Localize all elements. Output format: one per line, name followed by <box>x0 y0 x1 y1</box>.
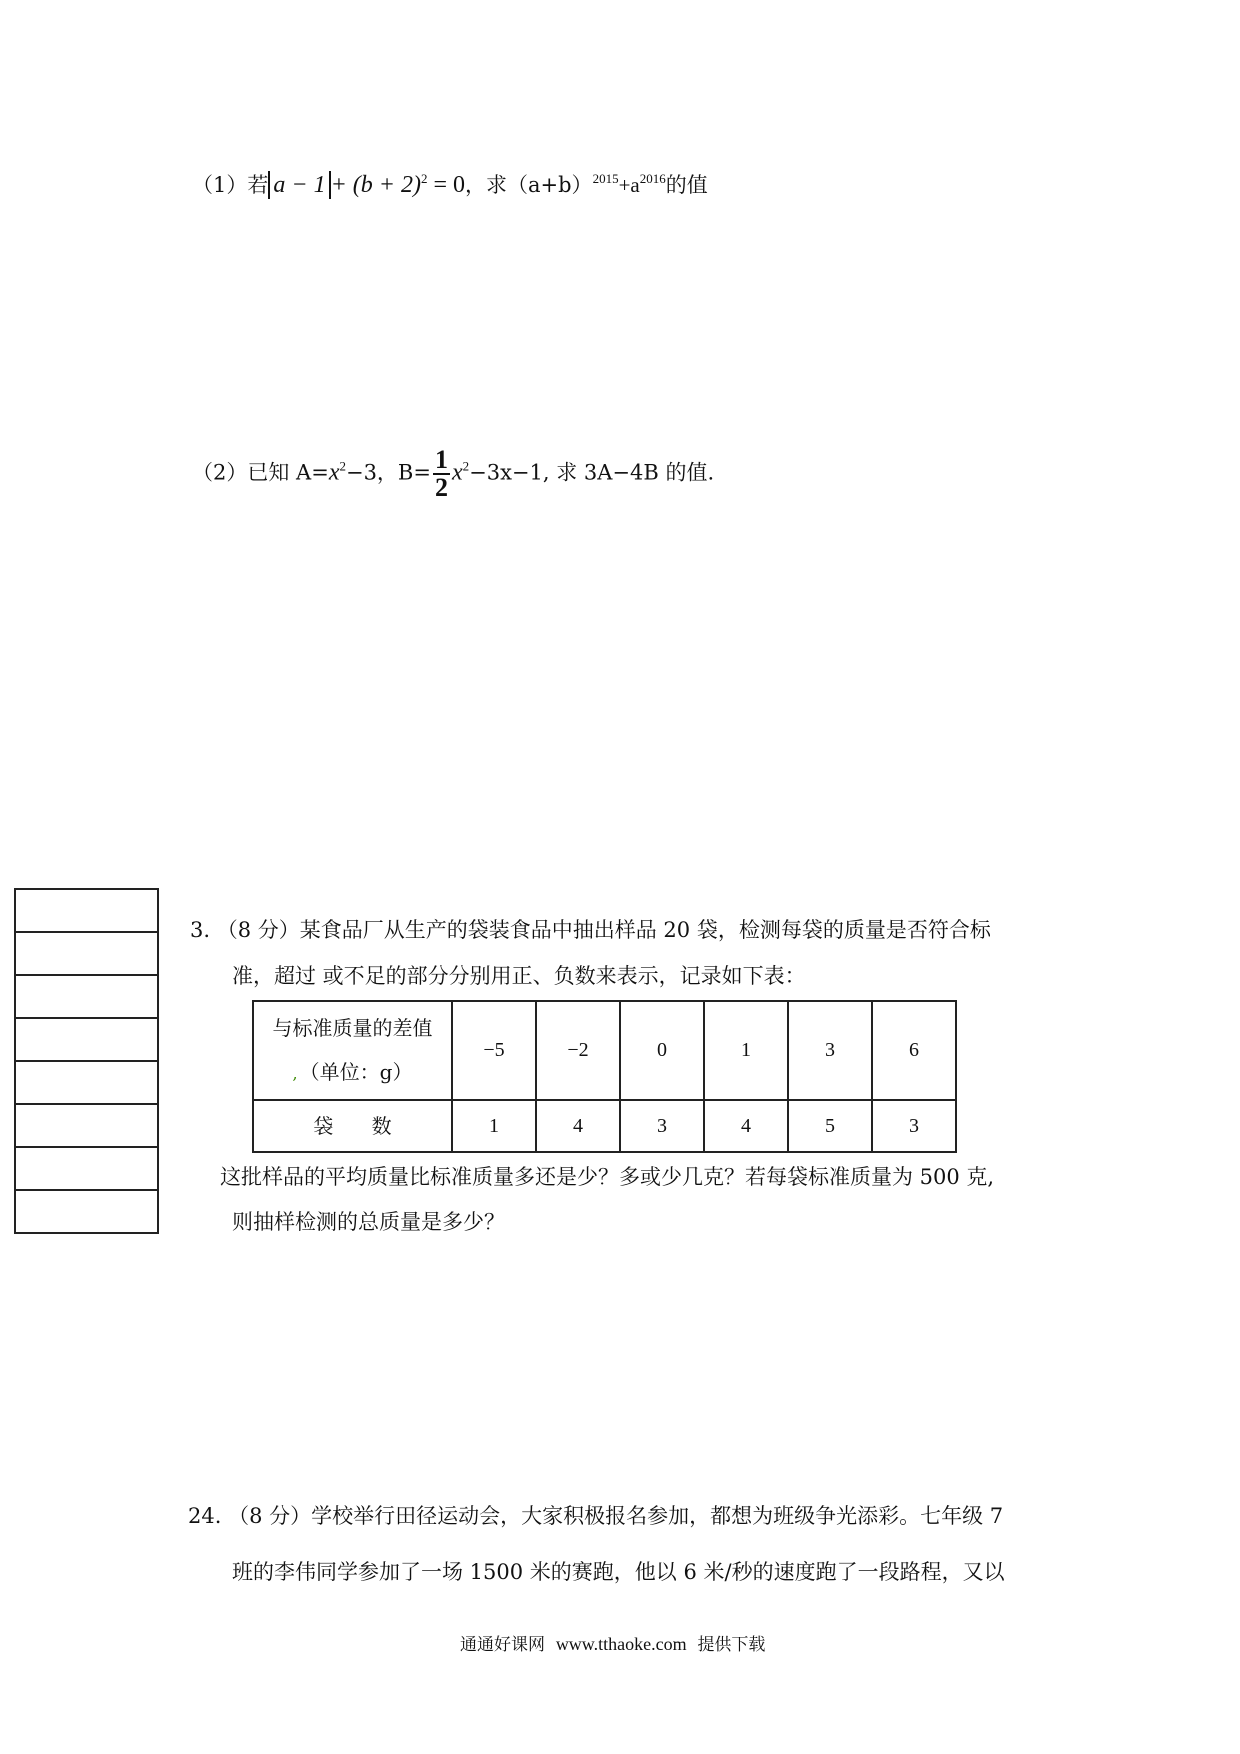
fraction-one-half <box>433 447 450 501</box>
table-cell: 6 <box>872 1001 956 1100</box>
table-cell: 3 <box>872 1100 956 1152</box>
square-exponent: 2 <box>420 171 428 186</box>
exponent-2015: 2015 <box>592 171 619 186</box>
mass-difference-table <box>252 1000 957 1153</box>
problem-2-prefix: （2）已知 A= <box>192 460 329 485</box>
question-3-line-4: 则抽样检测的总质量是多少？ <box>232 1210 505 1234</box>
header-line-1: 与标准质量的差值 <box>272 1015 433 1040</box>
table-cell: 5 <box>788 1100 872 1152</box>
table-cell: −2 <box>536 1001 620 1100</box>
x-square-exponent: 2 <box>339 458 346 474</box>
equals-zero: = 0 <box>433 172 465 198</box>
score-cell <box>16 1019 157 1062</box>
fraction-denominator: 2 <box>434 473 448 502</box>
score-cell <box>16 890 157 933</box>
table-row <box>253 1001 956 1100</box>
table-cell: 1 <box>704 1001 788 1100</box>
score-boxes <box>14 888 159 1234</box>
problem-1 <box>192 165 708 199</box>
header-line-2 <box>254 1050 451 1096</box>
footer-site-name: 通通好课网 <box>460 1635 545 1655</box>
question-24-line-2: 班的李伟同学参加了一场 1500 米的赛跑，他以 6 米/秒的速度跑了一段路程，又以 <box>232 1560 1005 1584</box>
b-tail: −3x−1, 求 3A−4B 的值. <box>469 460 715 485</box>
question-3-line-2: 准，超过 或不足的部分分别用正、负数来表示，记录如下表： <box>232 964 806 988</box>
table-header-count: 袋 数 <box>253 1100 452 1152</box>
exponent-2016: 2016 <box>639 171 666 186</box>
footer-suffix: 提供下载 <box>697 1635 766 1655</box>
x-square-exponent-2: 2 <box>462 458 470 474</box>
score-cell <box>16 1105 157 1148</box>
table-header-difference <box>253 1001 452 1100</box>
question-24-line-1: 24. （8 分）学校举行田径运动会，大家积极报名参加，都想为班级争光添彩。七年级 7 <box>188 1504 1004 1528</box>
a-tail: −3，B= <box>345 460 431 485</box>
page-footer <box>460 1630 765 1655</box>
abs-value-expr: a − 1 <box>268 171 330 199</box>
question-3-line-3: 这批样品的平均质量比标准质量多还是少？多或少几克？若每袋标准质量为 500 克, <box>220 1165 995 1189</box>
table-cell: 3 <box>620 1100 704 1152</box>
plus-square-expr: + (b + 2) <box>330 172 421 198</box>
green-mark: , <box>292 1063 298 1083</box>
table-cell: 4 <box>536 1100 620 1152</box>
var-x: x <box>328 459 340 486</box>
problem-1-prefix: （1）若 <box>192 173 269 197</box>
score-cell <box>16 1062 157 1105</box>
table-cell: 0 <box>620 1001 704 1100</box>
var-x-2: x <box>451 459 463 486</box>
problem-2 <box>192 447 714 501</box>
score-cell <box>16 976 157 1019</box>
table-cell: 3 <box>788 1001 872 1100</box>
problem-1-ask: ，求（a+b） <box>465 173 593 197</box>
score-cell <box>16 933 157 976</box>
table-cell: −5 <box>452 1001 536 1100</box>
problem-1-ask-end: 的值 <box>665 173 708 197</box>
score-cell <box>16 1191 157 1234</box>
footer-url: www.tthaoke.com <box>555 1634 687 1654</box>
header-unit: （单位：g） <box>299 1059 413 1084</box>
plus-a: +a <box>618 173 640 197</box>
question-3-line-1: 3. （8 分）某食品厂从生产的袋装食品中抽出样品 20 袋，检测每袋的质量是否符合标 <box>190 918 991 942</box>
score-cell <box>16 1148 157 1191</box>
fraction-numerator: 1 <box>434 445 448 474</box>
table-cell: 4 <box>704 1100 788 1152</box>
table-row <box>253 1100 956 1152</box>
table-cell: 1 <box>452 1100 536 1152</box>
